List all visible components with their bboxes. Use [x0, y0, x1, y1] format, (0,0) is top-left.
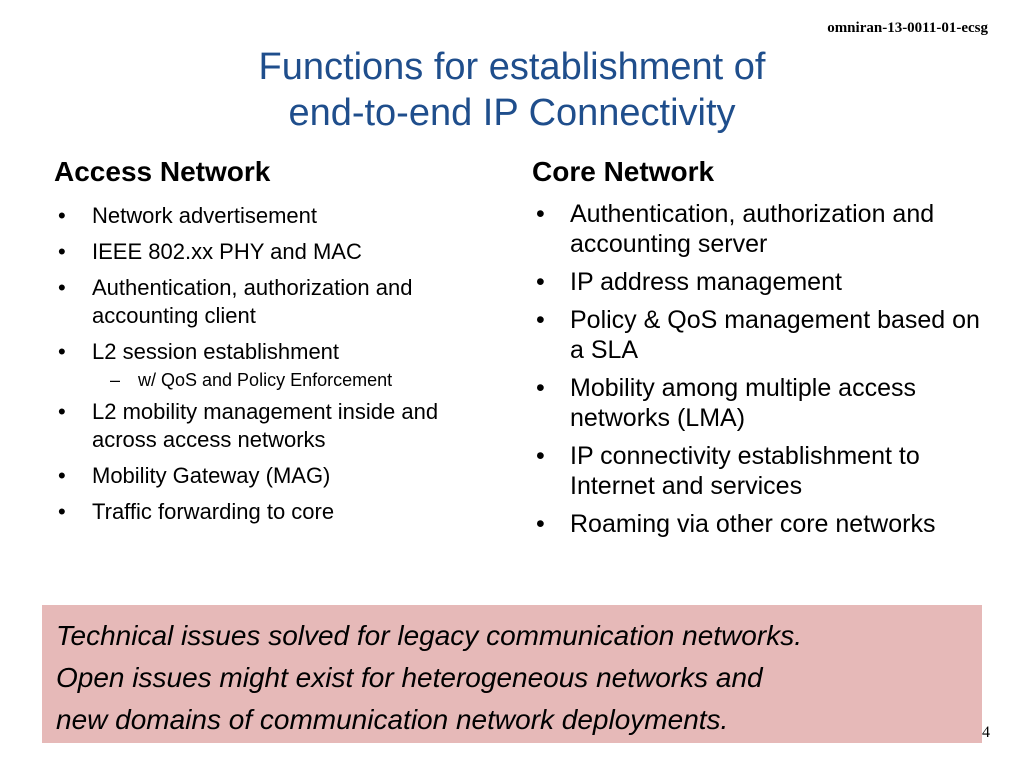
list-item-text: L2 mobility management inside and across access networks [92, 399, 439, 452]
list-item-text: L2 session establishment [92, 339, 340, 364]
list-item-text: Authentication, authorization and accounting server [570, 200, 935, 258]
list-item [532, 441, 992, 501]
bullet-icon: • [58, 499, 66, 524]
bullet-icon: • [536, 200, 545, 228]
slide-title [0, 44, 1024, 136]
page-number: 4 [982, 724, 990, 741]
bullet-icon: • [58, 399, 66, 424]
list-item [54, 462, 504, 490]
bullet-icon: • [58, 339, 66, 364]
list-item [532, 509, 992, 539]
bullet-icon: • [58, 239, 66, 264]
list-item-text: IP address management [570, 268, 842, 296]
list-item-text: Traffic forwarding to core [92, 499, 335, 524]
list-item [54, 498, 504, 526]
callout-line-2: Open issues might exist for heterogeneous networks and [56, 662, 763, 693]
list-item-text: Network advertisement [92, 203, 317, 228]
list-item-text: IP connectivity establishment to Internet and services [570, 442, 920, 500]
list-item [532, 373, 992, 433]
bullet-icon: • [536, 510, 545, 538]
callout-box [42, 605, 982, 743]
bullet-icon: • [536, 306, 545, 334]
list-item-text: w/ QoS and Policy Enforcement [138, 370, 393, 390]
core-network-heading: Core Network [532, 156, 715, 187]
callout-line-1: Technical issues solved for legacy communication networks. [56, 620, 802, 651]
list-item-text: IEEE 802.xx PHY and MAC [92, 239, 362, 264]
list-item-text: Policy & QoS management based on a SLA [570, 306, 980, 364]
list-item [532, 267, 992, 297]
bullet-icon: • [536, 268, 545, 296]
bullet-icon: • [58, 463, 66, 488]
bullet-icon: • [58, 275, 66, 300]
bullet-icon: • [58, 203, 66, 228]
list-item [54, 338, 504, 366]
list-item-text: Mobility Gateway (MAG) [92, 463, 331, 488]
list-item [54, 274, 504, 330]
list-item-text: Mobility among multiple access networks (LMA) [570, 374, 916, 432]
list-item [532, 199, 992, 259]
callout-line-3: new domains of communication network deployments. [56, 704, 729, 735]
document-id: omniran-13-0011-01-ecsg [827, 20, 988, 36]
core-network-list [532, 199, 992, 547]
list-item-text: Roaming via other core networks [570, 510, 936, 538]
bullet-icon: • [536, 442, 545, 470]
list-item [532, 305, 992, 365]
access-network-list [54, 202, 504, 534]
list-item [54, 398, 504, 454]
slide-title-line-1: Functions for establishment of [258, 46, 766, 88]
sub-list-item [54, 368, 504, 392]
list-item-text: Authentication, authorization and accounting client [92, 275, 413, 328]
list-item [54, 202, 504, 230]
access-network-heading: Access Network [54, 156, 271, 187]
dash-bullet-icon: – [110, 370, 121, 390]
bullet-icon: • [536, 374, 545, 402]
slide-title-line-2: end-to-end IP Connectivity [288, 92, 736, 134]
list-item [54, 238, 504, 266]
